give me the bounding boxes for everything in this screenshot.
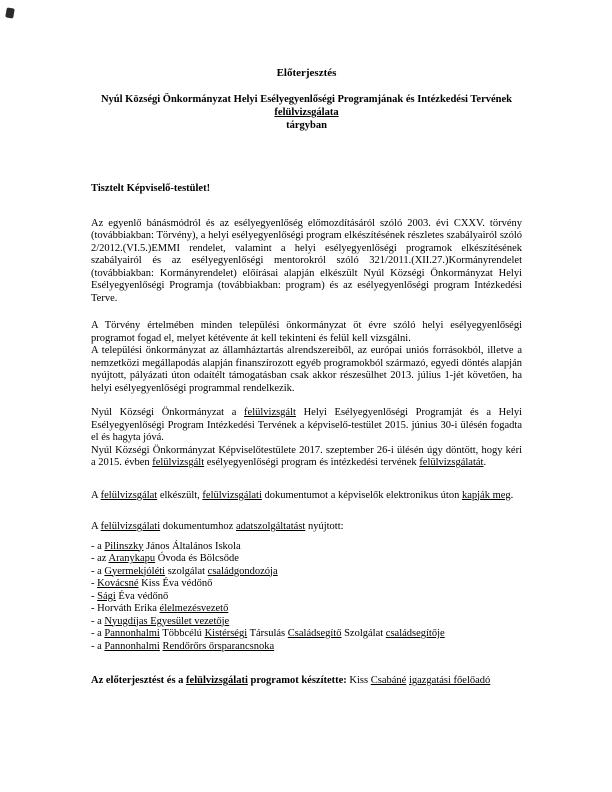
paragraph-decision-2017: Nyúl Községi Önkormányzat Képviselőtestülete 2017. szeptember 26-i ülésén úgy döntött, hogy kéri a 2015. évben felülvizsgált esélyegyenlőségi program és intézkedési tervének felülvizsgálatát. bbox=[91, 444, 522, 468]
data-providers-list bbox=[91, 541, 522, 654]
list-item: - Horváth Erika élelmezésvezető bbox=[91, 603, 229, 614]
list-item: - Sági Éva védőnő bbox=[91, 590, 169, 602]
paragraph-block-decisions bbox=[91, 407, 522, 470]
subtitle-underlined-word: felülvizsgálata bbox=[274, 107, 339, 118]
subtitle-line1: Nyúl Községi Önkormányzat Helyi Esélyegyenlőségi Programjának és Intézkedési Tervének bbox=[100, 94, 513, 105]
paragraph-review-rule: A Törvény értelmében minden települési önkormányzat öt évre szóló helyi esélyegyenlőségi programot fogad el, melyet kétévente át kell tekinteni és felül kell vizsgálni. bbox=[91, 320, 522, 344]
scan-artifact-mark bbox=[5, 7, 15, 18]
greeting-line: Tisztelt Képviselő-testület! bbox=[91, 183, 211, 194]
paragraph-adoption-2015: Nyúl Községi Önkormányzat a felülvizsgált Helyi Esélyegyenlőségi Programját és a Helyi Esélyegyenlőségi Program Intézkedési Tervének a képviselő-testület 2015. június 30-i ülésén fogadta el és hagyta jóvá. bbox=[91, 407, 522, 443]
list-item: - a Pilinszky János Általános Iskola bbox=[91, 540, 241, 552]
footer-prepared-by-label: Az előterjesztést és a felülvizsgálati programot készítette: bbox=[91, 675, 347, 686]
footer-author-name: Kiss Csabáné igazgatási főelőadó bbox=[346, 675, 491, 686]
list-item: - a Gyermekjóléti szolgálat családgondozója bbox=[91, 565, 278, 577]
paragraph-review-completed: A felülvizsgálat elkészült, felülvizsgálati dokumentumot a képviselők elektronikus úton kapják meg. bbox=[91, 489, 514, 501]
paragraph-data-providers-intro: A felülvizsgálati dokumentumhoz adatszolgáltatást nyújtott: bbox=[91, 521, 344, 532]
list-item: - a Pannonhalmi Rendőrőrs őrsparancsnoka bbox=[91, 640, 275, 652]
paragraph-block-law bbox=[91, 320, 522, 395]
document-content bbox=[91, 0, 522, 688]
list-item: - a Nyugdíjas Egyesület vezetője bbox=[91, 615, 230, 627]
page-title: Előterjesztés bbox=[276, 67, 337, 79]
paragraph-legal-basis: Az egyenlő bánásmódról és az esélyegyenlőség előmozdításáról szóló 2003. évi CXXV. törvény (továbbiakban: Törvény), a helyi esélyegyenlőségi program elkészítésének részletes szabályairól szóló 2/2012.(VI.5.)EMMI rendelet, valamint a helyi esélyegyenlőségi programok elkészítésének szabályairól és az esélyegyenlőségi mentorokról szóló 321/2011.(XII.27.)Kormányrendelet (továbbiakban: Kormányrendelet) előírásai alapján elkészült Nyúl Községi Önkormányzat Helyi Esélyegyenlőségi Programja (továbbiakban: program) és az esélyegyenlőségi program Intézkedési Terve. bbox=[91, 217, 522, 304]
footer-author-line bbox=[91, 675, 522, 688]
list-item: - az Aranykapu Óvoda és Bölcsőde bbox=[91, 553, 239, 564]
document-subtitle bbox=[91, 93, 522, 132]
list-item: - Kovácsné Kiss Éva védőnő bbox=[91, 578, 213, 589]
list-item: - a Pannonhalmi Többcélú Kistérségi Társulás Családsegítő Szolgálat családsegítője bbox=[91, 628, 445, 639]
subtitle-subject-word: tárgyban bbox=[286, 120, 327, 131]
paragraph-funding-rule: A települési önkormányzat az államháztartás alrendszereiből, az európai uniós forrásokból, illetve a nemzetközi megállapodás alapján finanszírozott egyéb programokból származó, egyedi döntés alapján nyújtott, pályázati úton odaítélt támogatásban csak akkor részesülhet 2013. július 1-jét követően, ha helyi esélyegyenlőségi programmal rendelkezik. bbox=[91, 345, 522, 394]
